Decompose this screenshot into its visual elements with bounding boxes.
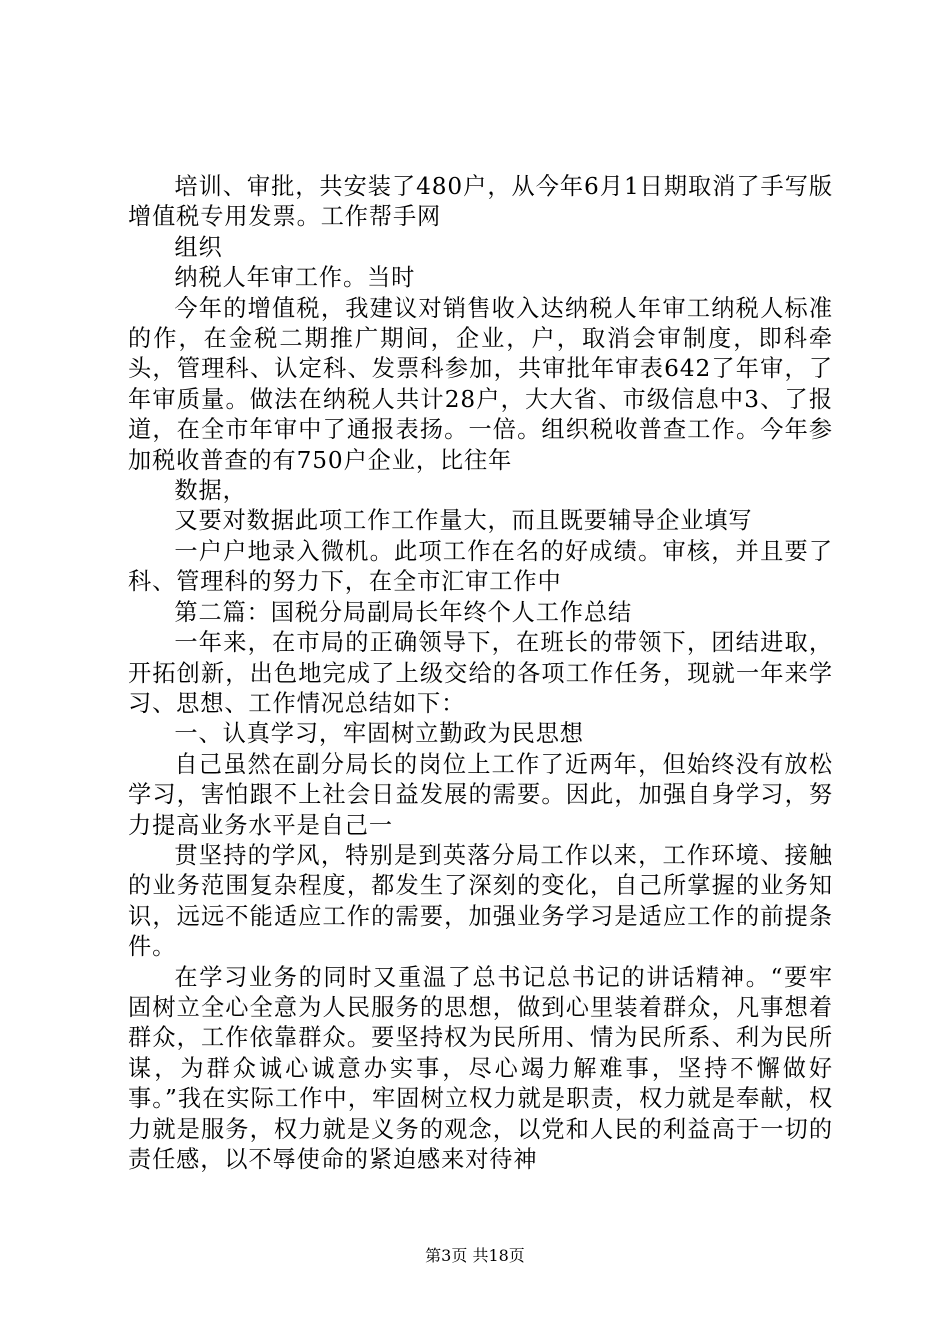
document-body xyxy=(128,172,833,1175)
paragraph: 自己虽然在副分局长的岗位上工作了近两年，但始终没有放松学习，害怕跟不上社会日益发展的需要。因此，加强自身学习，努力提高业务水平是自己一 xyxy=(128,750,833,839)
paragraph: 组织 xyxy=(174,233,223,261)
paragraph: 一年来，在市局的正确领导下，在班长的带领下，团结进取，开拓创新，出色地完成了上级交给的各项工作任务，现就一年来学习、思想、工作情况总结如下： xyxy=(128,629,833,717)
paragraph: 一户户地录入微机。此项工作在名的好成绩。审核，并且要了科、管理科的努力下，在全市汇审工作中 xyxy=(128,537,833,596)
paragraph: 又要对数据此项工作工作量大，而且既要辅导企业填写 xyxy=(174,507,753,535)
paragraph: 在学习业务的同时又重温了总书记总书记的讲话精神。“要牢固树立全心全意为人民服务的思想，做到心里装着群众，凡事想着群众，工作依靠群众。要坚持权为民所用、情为民所系、利为民所谋，为群众诚心诚意办实事，尽心竭力解难事，坚持不懈做好事。”我在实际工作中，牢固树立权力就是职责，权力就是奉献，权力就是服务，权力就是义务的观念，以党和人民的利益高于一切的责任感，以不辱使命的紧迫感来对待神 xyxy=(128,963,833,1173)
subsection-heading: 一、认真学习，牢固树立勤政为民思想 xyxy=(174,720,584,748)
paragraph: 贯坚持的学风，特别是到英落分局工作以来，工作环境、接触的业务范围复杂程度，都发生了深刻的变化，自己所掌握的业务知识，远远不能适应工作的需要，加强业务学习是适应工作的前提条件。 xyxy=(128,841,833,961)
page-number: 第3页 共18页 xyxy=(425,1246,525,1265)
paragraph: 培训、审批，共安装了480户，从今年6月1日期取消了手写版增值税专用发票。工作帮手网 xyxy=(128,173,833,231)
section-heading: 第二篇：国税分局副局长年终个人工作总结 xyxy=(174,598,633,626)
paragraph: 数据， xyxy=(174,477,247,505)
paragraph: 纳税人年审工作。当时 xyxy=(174,264,416,292)
paragraph: 今年的增值税，我建议对销售收入达纳税人年审工纳税人标准的作，在金税二期推广期间，企业，户，取消会审制度，即科牵头，管理科、认定科、发票科参加，共审批年审表642了年审，了年审质量。做法在纳税人共计28户，大大省、市级信息中3、了报道，在全市年审中了通报表扬。一倍。组织税收普查工作。今年参加税收普查的有750户企业，比往年 xyxy=(128,294,833,474)
